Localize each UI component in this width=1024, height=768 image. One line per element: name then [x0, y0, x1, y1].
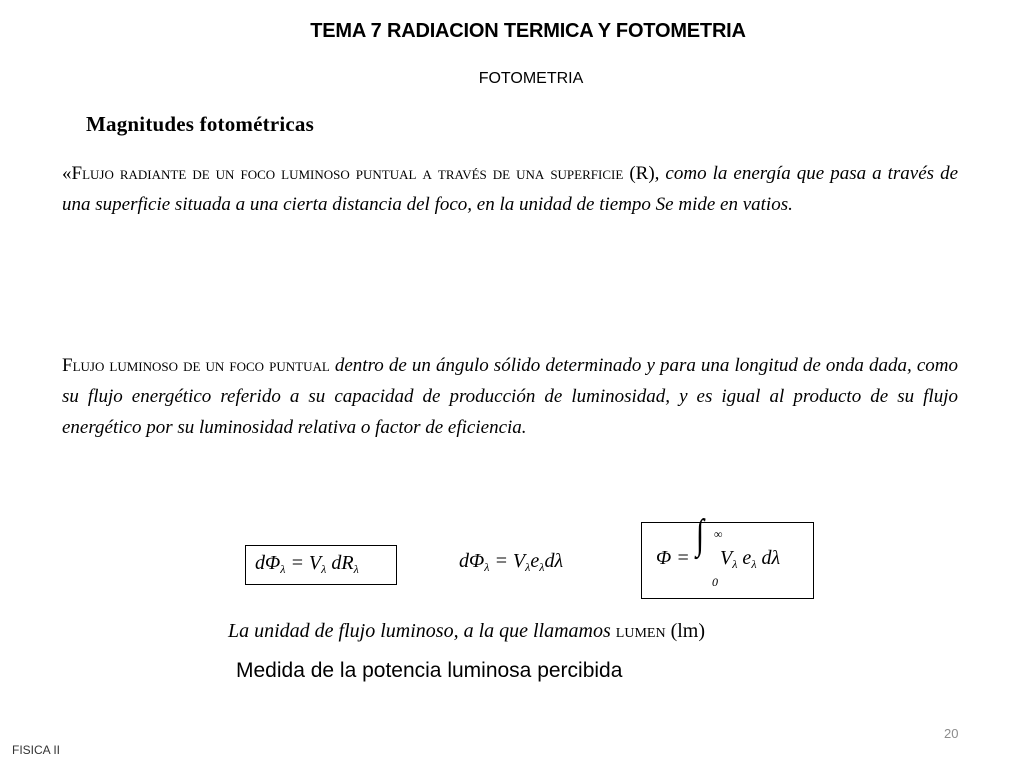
symbol-r: (R): [629, 163, 655, 184]
formula-part: dΦ: [459, 550, 485, 572]
formula-part: e: [530, 550, 540, 572]
formula-integral-boxed: [641, 512, 814, 599]
formula-part: dλ: [544, 550, 564, 572]
formula-flux-boxed: [245, 545, 397, 585]
formula-subscript: λ: [484, 560, 490, 574]
formula-subscript: λ: [280, 562, 286, 576]
formula-flux-energy: [459, 550, 563, 575]
formula-part: dΦ: [255, 552, 281, 574]
formula-part: = V: [489, 550, 526, 572]
integral-lower-limit: 0: [712, 575, 718, 589]
formula-part: dλ: [756, 547, 781, 569]
formula-subscript: λ: [732, 557, 738, 571]
paragraph-flujo-radiante: [62, 158, 958, 220]
paragraph-lead: «Flujo radiante de un foco luminoso puntual a través de una superficie: [62, 163, 624, 184]
formula-part: Φ =: [656, 547, 690, 569]
formula-subscript: λ: [525, 560, 531, 574]
slide-subtitle: FOTOMETRIA: [478, 70, 584, 87]
caption-text: Medida de la potencia luminosa percibida: [236, 659, 623, 682]
paragraph-flujo-luminoso: [62, 350, 958, 443]
formula-subscript: λ: [353, 562, 359, 576]
formula-text: [255, 552, 359, 577]
unit-symbol: (lm): [665, 620, 706, 642]
unit-name: lumen: [615, 620, 666, 642]
formula-part: = V: [285, 552, 322, 574]
integral-upper-limit: ∞: [714, 527, 723, 541]
paragraph-body: dentro de un ángulo sólido determinado y para una longitud de onda dada, como su flujo energético referido a su capacidad de producción de luminosidad, y es igual al producto de su flujo energético por su luminosidad relativa o factor de eficiencia.: [62, 355, 958, 438]
slide-title: TEMA 7 RADIACION TERMICA Y FOTOMETRIA: [310, 20, 746, 42]
formula-subscript: λ: [539, 560, 545, 574]
formula-subscript: λ: [321, 562, 327, 576]
section-heading: Magnitudes fotométricas: [86, 112, 314, 136]
paragraph-body: , como la energía que pasa a través de una superficie situada a una cierta distancia del foco, en la unidad de tiempo Se mide en vatios.: [62, 163, 959, 215]
formula-subscript: λ: [751, 557, 757, 571]
unit-definition: [228, 620, 705, 643]
formula-integrand: [720, 547, 780, 572]
formula-part: e: [737, 547, 752, 569]
formula-part: V: [720, 547, 733, 569]
footer-text: FISICA II: [12, 743, 61, 757]
formula-part: dR: [326, 552, 354, 574]
paragraph-lead: Flujo luminoso de un foco puntual: [62, 355, 330, 376]
integral-sign: ∫: [696, 512, 705, 558]
page-number: 20: [944, 726, 959, 741]
unit-text: La unidad de flujo luminoso, a la que llamamos: [228, 620, 616, 642]
